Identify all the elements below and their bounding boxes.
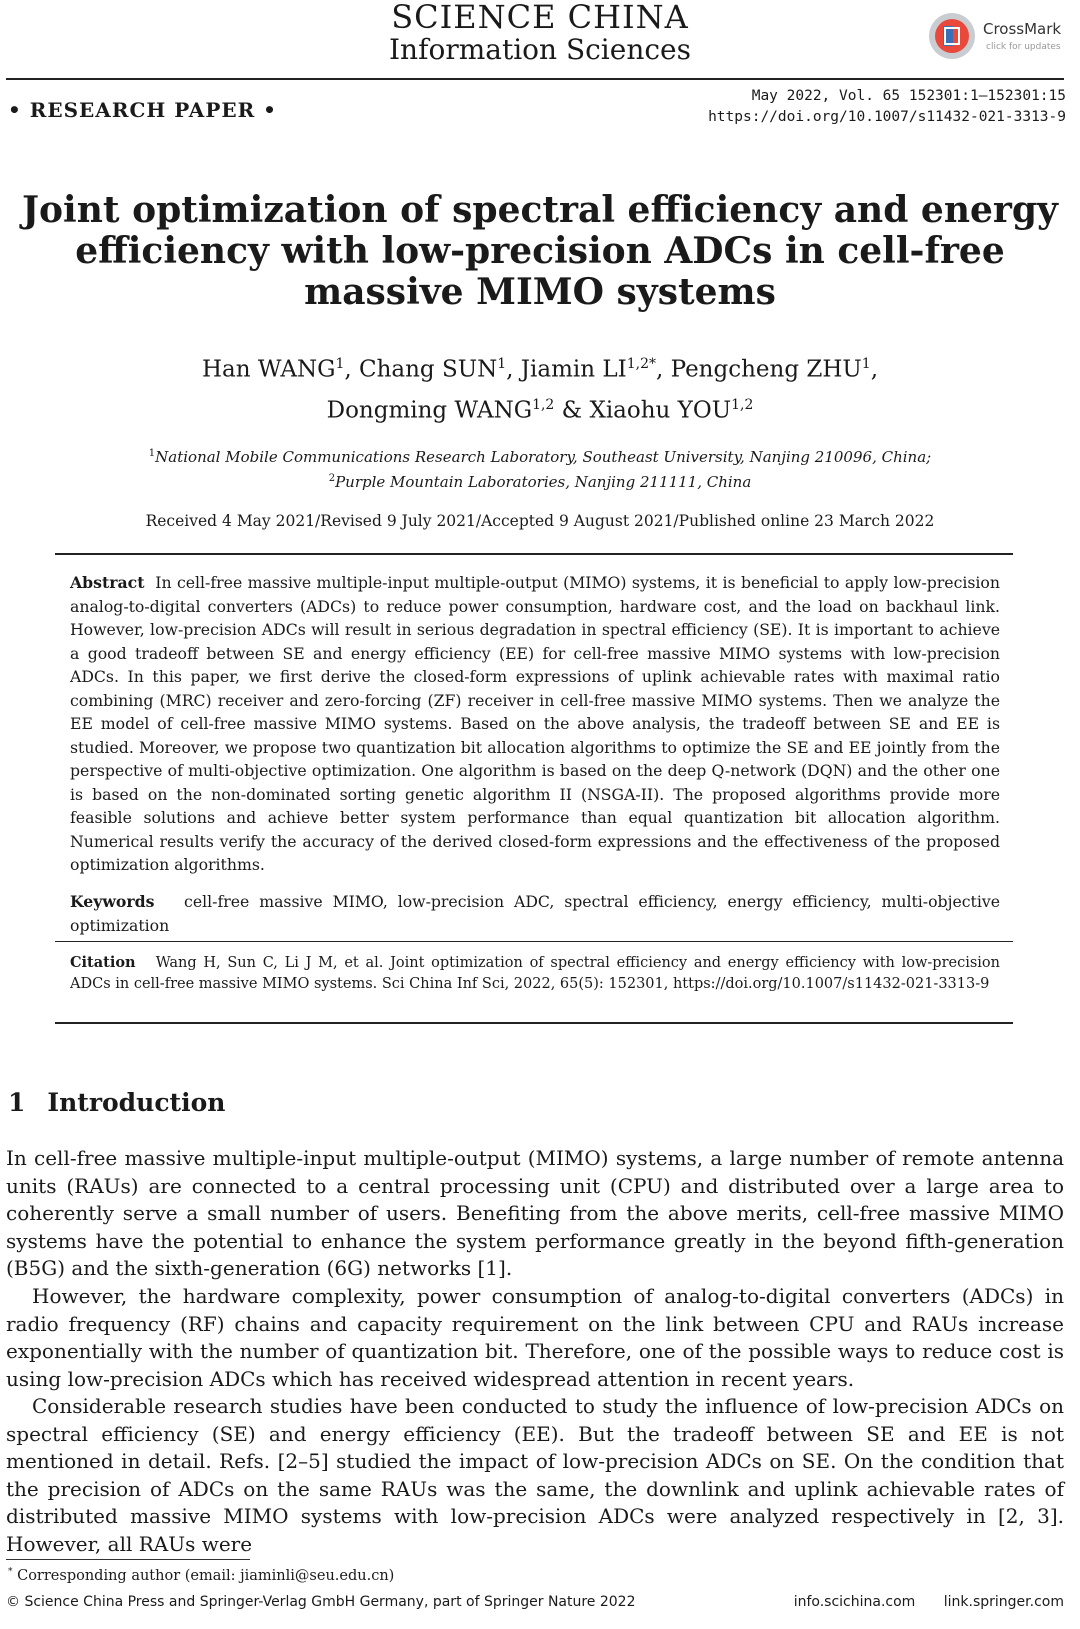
doi-link[interactable]: https://doi.org/10.1007/s11432-021-3313-9 [708, 109, 1066, 125]
author-line-2 [20, 388, 1060, 429]
author-separator: & [554, 397, 590, 424]
issue-info: May 2022, Vol. 65 152301:1–152301:15 [751, 88, 1066, 104]
author-separator: , [506, 356, 521, 383]
affiliation-text: Purple Mountain Laboratories, Nanjing 211111, China [335, 473, 752, 491]
intro-paragraph-2: However, the hardware complexity, power consumption of analog-to-digital converters (ADCs) in radio frequency (RF) chains and capacity requirement on the link between CPU and RAUs increase exponentially with the number of quantization bit. Therefore, one of the possible ways to reduce cost is using low-precision ADCs which has received widespread attention in recent years. [6, 1284, 1064, 1391]
citation-top-rule [55, 941, 1013, 942]
journal-section: Information Sciences [389, 33, 691, 66]
author-affiliation-mark: 1,2* [626, 356, 656, 372]
footnote-text: Corresponding author (email: jiaminli@seu.edu.cn) [17, 1567, 395, 1584]
crossmark-badge[interactable] [928, 10, 1068, 70]
section-title: Introduction [47, 1088, 226, 1117]
header-rule [6, 78, 1064, 80]
author-affiliation-mark: 1,2 [532, 396, 555, 413]
citation-text: Wang H, Sun C, Li J M, et al. Joint optimization of spectral efficiency and energy efficiency with low-precision ADCs in cell-free massive MIMO systems. Sci China Inf Sci, 2022, 65(5): 152301, https://doi.org/10.1007/s11432-021-3313-9 [70, 955, 1000, 992]
author-name: Dongming WANG [326, 397, 533, 424]
abstract-text: In cell-free massive multiple-input multiple-output (MIMO) systems, it is beneficial to apply low-precision analog-to-digital converters (ADCs) to reduce power consumption, hardware cost, and the load on backhaul link. However, low-precision ADCs will result in serious degradation in spectral efficiency (SE). It is important to achieve a good tradeoff between SE and energy efficiency (EE) for cell-free massive MIMO systems with low-precision ADCs. In this paper, we first derive the closed-form expressions of uplink achievable rates with maximal ratio combining (MRC) receiver and zero-forcing (ZF) receiver in cell-free massive MIMO systems. Then we analyze the EE model of cell-free massive MIMO systems. Based on the above analysis, the tradeoff between SE and EE is studied. Moreover, we propose two quantization bit allocation algorithms to optimize the SE and EE jointly from the perspective of multi-objective optimization. One algorithm is based on the deep Q-network (DQN) and the other one is based on the non-dominated sorting genetic algorithm II (NSGA-II). The proposed algorithms provide more feasible solutions and achieve better system performance than equal quantization bit allocation algorithm. Numerical results verify the accuracy of the derived closed-form expressions and the effectiveness of the proposed optimization algorithms. [70, 573, 1000, 874]
footer-link-scichina[interactable]: info.scichina.com [793, 1594, 916, 1610]
author-separator: , [870, 356, 879, 383]
article-dates: Received 4 May 2021/Revised 9 July 2021/Accepted 9 August 2021/Published online 23 March 2022 [145, 512, 935, 530]
section-heading-introduction [8, 1088, 225, 1117]
affiliation-mark: 2 [328, 473, 336, 484]
author-affiliation-mark: 1 [335, 356, 345, 372]
author-name: Pengcheng ZHU [670, 356, 862, 383]
paper-title: Joint optimization of spectral efficiency and energy efficiency with low-precision ADCs in cell-free massive MIMO systems [22, 189, 1058, 313]
footer-link-springer[interactable]: link.springer.com [943, 1594, 1064, 1610]
affiliations [20, 443, 1060, 493]
intro-paragraph-1: In cell-free massive multiple-input multiple-output (MIMO) systems, a large number of remote antenna units (RAUs) are connected to a central processing unit (CPU) and distributed over a large area to coherently serve a small number of users. Benefiting from the above merits, cell-free massive MIMO systems have the potential to enhance the system performance greatly in the beyond fifth-generation (B5G) and the sixth-generation (6G) networks [1]. [6, 1146, 1064, 1281]
abstract-bottom-rule [55, 1022, 1013, 1024]
affiliation-text: National Mobile Communications Research Laboratory, Southeast University, Nanjing 210096, China; [155, 448, 932, 466]
article-type: • RESEARCH PAPER • [8, 98, 277, 122]
copyright-text: © Science China Press and Springer-Verlag GmbH Germany, part of Springer Nature 2022 [6, 1594, 636, 1610]
keywords-text: cell-free massive MIMO, low-precision ADC, spectral efficiency, energy efficiency, multi-objective optimization [70, 892, 1000, 935]
author-line-1 [20, 347, 1060, 388]
author-affiliation-mark: 1,2 [731, 396, 754, 413]
footnote [8, 1567, 394, 1584]
author-name: Han WANG [201, 356, 336, 383]
page-footer [6, 1594, 1064, 1610]
author-list [20, 347, 1060, 428]
abstract-top-rule [55, 553, 1013, 555]
citation [70, 952, 1000, 995]
keywords-label: Keywords [70, 892, 155, 911]
footnote-rule [6, 1559, 250, 1560]
affiliation-item [20, 443, 1060, 468]
journal-title: SCIENCE CHINA [391, 0, 689, 36]
abstract [70, 571, 1000, 877]
crossmark-label: CrossMark [983, 20, 1062, 38]
author-name: Jiamin LI [520, 356, 627, 383]
intro-paragraph-3: Considerable research studies have been conducted to study the influence of low-precision ADCs on spectral efficiency (SE) and energy efficiency (EE). But the tradeoff between SE and EE is not mentioned in detail. Refs. [2–5] studied the impact of low-precision ADCs on SE. On the condition that the precision of ADCs on the same RAUs was the same, the downlink and uplink achievable rates of distributed massive MIMO systems with low-precision ADCs were analyzed respectively in [2, 3]. However, all RAUs were [6, 1394, 1064, 1556]
author-name: Xiaohu YOU [589, 397, 732, 424]
crossmark-icon [928, 12, 976, 60]
section-number: 1 [8, 1088, 26, 1117]
footnote-mark: * [8, 1567, 13, 1577]
author-separator: , [344, 356, 359, 383]
author-separator: , [656, 356, 671, 383]
affiliation-item [20, 468, 1060, 493]
citation-label: Citation [70, 954, 136, 971]
author-affiliation-mark: 1 [861, 356, 871, 372]
keywords [70, 890, 1000, 937]
author-affiliation-mark: 1 [497, 356, 507, 372]
crossmark-sublabel: click for updates [986, 42, 1061, 52]
author-name: Chang SUN [359, 356, 498, 383]
publication-info [708, 86, 1066, 128]
affiliation-mark: 1 [148, 448, 156, 459]
abstract-label: Abstract [70, 573, 145, 592]
